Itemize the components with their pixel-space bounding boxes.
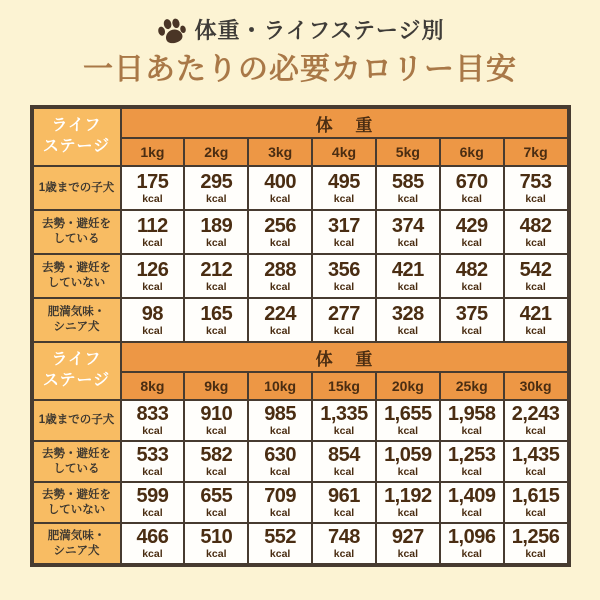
calorie-unit: kcal — [397, 425, 419, 438]
calorie-cell — [376, 254, 440, 298]
calorie-value: 1,096 — [447, 526, 496, 549]
page-header — [0, 0, 600, 88]
weight-col-9kg: 9kg — [184, 372, 248, 400]
calorie-value: 748 — [328, 526, 360, 549]
calorie-value: 655 — [200, 485, 233, 508]
row-label: 去勢・避妊を していない — [33, 482, 121, 523]
calorie-value: 1,409 — [447, 485, 496, 508]
calorie-unit: kcal — [206, 507, 227, 520]
calorie-value: 175 — [136, 170, 169, 193]
row-label: 去勢・避妊を している — [33, 210, 121, 254]
calorie-value: 1,655 — [384, 403, 432, 426]
table-section-2 — [33, 342, 568, 564]
calorie-cell — [312, 298, 376, 342]
subtitle-row — [0, 17, 600, 45]
calorie-value: 400 — [264, 170, 297, 193]
calorie-unit: kcal — [525, 192, 546, 205]
calorie-unit: kcal — [142, 548, 163, 561]
calorie-unit: kcal — [269, 548, 291, 561]
calorie-unit: kcal — [333, 324, 355, 337]
calorie-cell — [440, 210, 504, 254]
calorie-cell — [121, 482, 185, 523]
calorie-cell — [312, 254, 376, 298]
calorie-value: 1,192 — [384, 485, 432, 508]
calorie-cell — [184, 523, 248, 564]
calorie-unit: kcal — [269, 280, 291, 293]
calorie-cell — [248, 441, 312, 482]
calorie-value: 356 — [328, 258, 360, 281]
calorie-value: 585 — [391, 170, 424, 193]
calorie-unit: kcal — [461, 548, 482, 561]
calorie-unit: kcal — [142, 192, 163, 205]
weight-col-7kg: 7kg — [504, 138, 568, 166]
paw-icon — [153, 14, 189, 48]
calorie-unit: kcal — [461, 192, 482, 205]
calorie-cell — [440, 523, 504, 564]
calorie-unit: kcal — [206, 280, 227, 293]
calorie-cell — [440, 441, 504, 482]
calorie-value: 421 — [391, 258, 424, 281]
calorie-cell — [376, 166, 440, 210]
calorie-unit: kcal — [333, 236, 355, 249]
calorie-value: 630 — [264, 444, 297, 467]
calorie-cell — [376, 482, 440, 523]
page-subtitle: 体重・ライフステージ別 — [194, 17, 445, 43]
calorie-unit: kcal — [525, 236, 546, 249]
calorie-value: 1,615 — [511, 485, 560, 508]
calorie-unit: kcal — [206, 425, 227, 438]
row-label: 肥満気味・ シニア犬 — [33, 298, 121, 342]
calorie-value: 421 — [519, 302, 552, 325]
calorie-cell — [440, 400, 504, 441]
calorie-value: 482 — [455, 258, 488, 281]
calorie-unit: kcal — [461, 324, 482, 337]
calorie-cell — [121, 210, 185, 254]
calorie-value: 126 — [136, 258, 169, 281]
calorie-cell — [312, 482, 376, 523]
calorie-unit: kcal — [333, 280, 355, 293]
calorie-cell — [248, 166, 312, 210]
page-title: 一日あたりの必要カロリー目安 — [83, 53, 517, 86]
calorie-table — [30, 105, 571, 567]
row-label: 1歳までの子犬 — [33, 400, 121, 441]
calorie-value: 552 — [264, 526, 297, 549]
calorie-value: 189 — [200, 214, 233, 237]
calorie-cell — [504, 482, 568, 523]
weight-col-1kg: 1kg — [121, 138, 185, 166]
calorie-unit: kcal — [461, 507, 482, 520]
calorie-cell — [440, 482, 504, 523]
calorie-unit: kcal — [397, 548, 419, 561]
calorie-cell — [440, 254, 504, 298]
calorie-cell — [248, 254, 312, 298]
calorie-value: 833 — [136, 403, 169, 426]
calorie-value: 854 — [328, 444, 360, 467]
calorie-cell — [184, 254, 248, 298]
calorie-cell — [376, 210, 440, 254]
calorie-value: 1,253 — [447, 444, 496, 467]
calorie-unit: kcal — [461, 280, 482, 293]
calorie-unit: kcal — [206, 192, 227, 205]
calorie-cell — [312, 210, 376, 254]
calorie-unit: kcal — [525, 466, 546, 479]
calorie-value: 1,958 — [447, 403, 496, 426]
calorie-cell — [121, 298, 185, 342]
calorie-value: 985 — [264, 403, 297, 426]
calorie-cell — [121, 254, 185, 298]
calorie-value: 542 — [519, 258, 552, 281]
calorie-value: 910 — [200, 403, 233, 426]
calorie-unit: kcal — [269, 324, 291, 337]
calorie-cell — [504, 298, 568, 342]
calorie-cell — [248, 523, 312, 564]
calorie-unit: kcal — [461, 466, 482, 479]
calorie-value: 429 — [455, 214, 488, 237]
calorie-value: 753 — [519, 170, 552, 193]
weight-col-8kg: 8kg — [121, 372, 185, 400]
calorie-value: 277 — [328, 302, 360, 325]
calorie-cell — [121, 400, 185, 441]
calorie-value: 288 — [264, 258, 297, 281]
calorie-value: 328 — [391, 302, 424, 325]
calorie-value: 165 — [200, 302, 233, 325]
calorie-unit: kcal — [269, 466, 291, 479]
calorie-cell — [504, 210, 568, 254]
row-label: 去勢・避妊を していない — [33, 254, 121, 298]
calorie-unit: kcal — [397, 507, 419, 520]
calorie-unit: kcal — [333, 548, 355, 561]
calorie-cell — [184, 400, 248, 441]
calorie-value: 1,335 — [320, 403, 368, 426]
calorie-unit: kcal — [525, 507, 546, 520]
calorie-unit: kcal — [525, 548, 546, 561]
calorie-unit: kcal — [206, 548, 227, 561]
calorie-unit: kcal — [142, 425, 163, 438]
calorie-value: 466 — [136, 526, 169, 549]
calorie-value: 112 — [137, 214, 168, 237]
calorie-value: 1,256 — [511, 526, 560, 549]
calorie-unit: kcal — [269, 192, 291, 205]
calorie-value: 482 — [519, 214, 552, 237]
calorie-cell — [376, 441, 440, 482]
weight-col-2kg: 2kg — [184, 138, 248, 166]
calorie-value: 1,059 — [384, 444, 432, 467]
calorie-cell — [184, 482, 248, 523]
calorie-cell — [504, 254, 568, 298]
calorie-unit: kcal — [142, 236, 163, 249]
calorie-unit: kcal — [333, 507, 355, 520]
calorie-cell — [504, 166, 568, 210]
calorie-unit: kcal — [461, 236, 482, 249]
row-label: 1歳までの子犬 — [33, 166, 121, 210]
calorie-unit: kcal — [333, 466, 355, 479]
calorie-unit: kcal — [269, 236, 291, 249]
calorie-unit: kcal — [461, 425, 482, 438]
calorie-cell — [248, 400, 312, 441]
weight-col-25kg: 25kg — [440, 372, 504, 400]
calorie-unit: kcal — [525, 425, 546, 438]
calorie-unit: kcal — [142, 507, 163, 520]
calorie-unit: kcal — [206, 466, 227, 479]
calorie-unit: kcal — [397, 236, 419, 249]
calorie-cell — [376, 298, 440, 342]
calorie-cell — [184, 166, 248, 210]
calorie-value: 224 — [264, 302, 297, 325]
calorie-cell — [248, 482, 312, 523]
calorie-cell — [504, 523, 568, 564]
calorie-value: 533 — [136, 444, 169, 467]
weight-col-15kg: 15kg — [312, 372, 376, 400]
calorie-value: 98 — [141, 302, 164, 325]
calorie-unit: kcal — [142, 324, 163, 337]
calorie-value: 927 — [391, 526, 424, 549]
calorie-value: 670 — [455, 170, 488, 193]
weight-col-20kg: 20kg — [376, 372, 440, 400]
calorie-value: 961 — [328, 485, 360, 508]
row-label: 肥満気味・ シニア犬 — [33, 523, 121, 564]
calorie-unit: kcal — [397, 192, 419, 205]
weight-col-3kg: 3kg — [248, 138, 312, 166]
calorie-value: 599 — [136, 485, 169, 508]
calorie-unit: kcal — [142, 466, 163, 479]
calorie-unit: kcal — [206, 236, 227, 249]
weight-header: 体 重 — [121, 108, 568, 138]
calorie-cell — [248, 298, 312, 342]
calorie-unit: kcal — [333, 425, 355, 438]
calorie-cell — [312, 441, 376, 482]
calorie-value: 212 — [200, 258, 233, 281]
calorie-value: 1,435 — [511, 444, 560, 467]
calorie-value: 375 — [455, 302, 488, 325]
calorie-unit: kcal — [397, 324, 419, 337]
calorie-value: 495 — [328, 170, 360, 193]
calorie-value: 709 — [264, 485, 297, 508]
weight-col-5kg: 5kg — [376, 138, 440, 166]
life-stage-header: ライフ ステージ — [33, 108, 121, 166]
calorie-unit: kcal — [333, 192, 355, 205]
table-section-1 — [33, 108, 568, 342]
calorie-unit: kcal — [525, 324, 546, 337]
calorie-cell — [184, 441, 248, 482]
calorie-value: 317 — [328, 214, 360, 237]
calorie-cell — [121, 441, 185, 482]
calorie-cell — [312, 400, 376, 441]
calorie-cell — [376, 523, 440, 564]
calorie-cell — [184, 298, 248, 342]
weight-col-10kg: 10kg — [248, 372, 312, 400]
calorie-cell — [312, 166, 376, 210]
calorie-cell — [248, 210, 312, 254]
calorie-unit: kcal — [206, 324, 227, 337]
calorie-value: 510 — [200, 526, 233, 549]
calorie-cell — [504, 400, 568, 441]
calorie-value: 256 — [264, 214, 297, 237]
calorie-value: 2,243 — [511, 403, 560, 426]
calorie-value: 582 — [200, 444, 233, 467]
weight-col-30kg: 30kg — [504, 372, 568, 400]
weight-col-4kg: 4kg — [312, 138, 376, 166]
row-label: 去勢・避妊を している — [33, 441, 121, 482]
calorie-cell — [376, 400, 440, 441]
calorie-value: 295 — [200, 170, 233, 193]
calorie-cell — [121, 166, 185, 210]
weight-header: 体 重 — [121, 342, 568, 372]
calorie-value: 374 — [391, 214, 424, 237]
calorie-unit: kcal — [525, 280, 546, 293]
calorie-cell — [184, 210, 248, 254]
calorie-unit: kcal — [397, 466, 419, 479]
calorie-unit: kcal — [269, 507, 291, 520]
calorie-cell — [440, 298, 504, 342]
calorie-cell — [121, 523, 185, 564]
calorie-cell — [504, 441, 568, 482]
weight-col-6kg: 6kg — [440, 138, 504, 166]
calorie-cell — [440, 166, 504, 210]
calorie-unit: kcal — [269, 425, 291, 438]
life-stage-header: ライフ ステージ — [33, 342, 121, 400]
calorie-unit: kcal — [142, 280, 163, 293]
calorie-cell — [312, 523, 376, 564]
calorie-unit: kcal — [397, 280, 419, 293]
